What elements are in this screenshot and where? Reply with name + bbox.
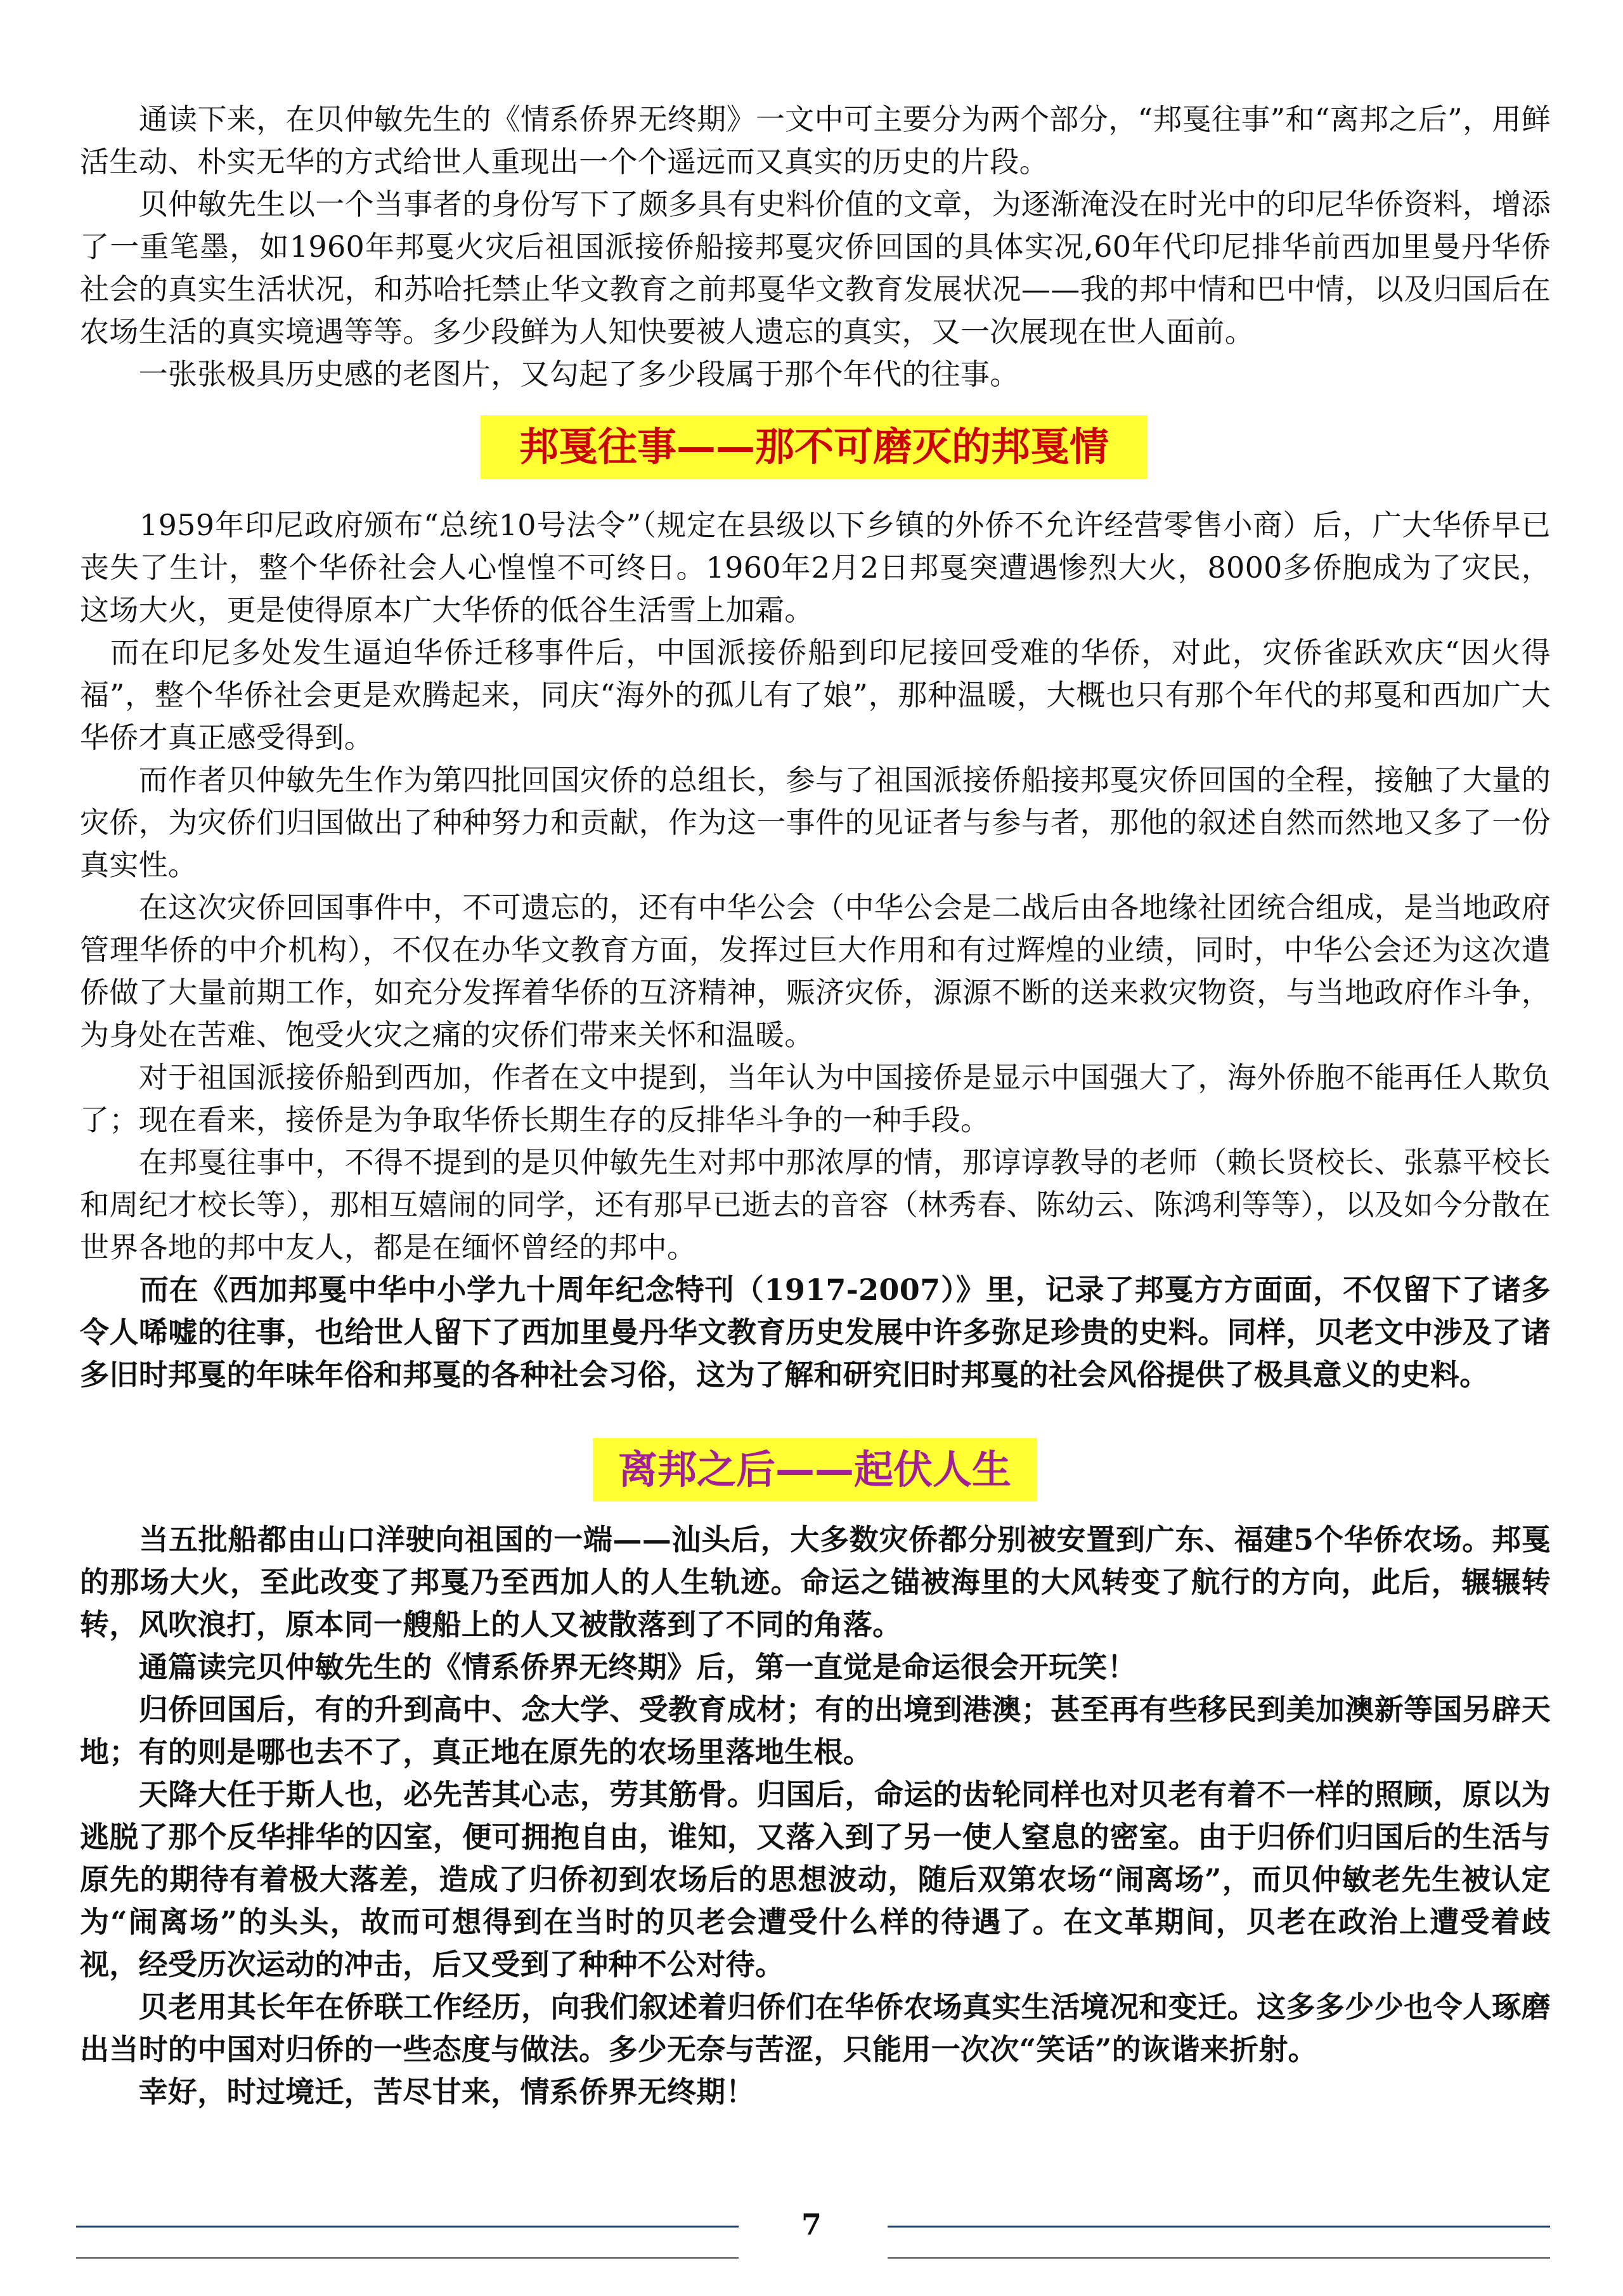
- body-paragraph: 幸好，时过境迁，苦尽甘来，情系侨界无终期！: [80, 2075, 755, 2109]
- section-bangga-past: [80, 504, 1551, 1396]
- page-number: 7: [801, 2207, 822, 2241]
- body-paragraph: 而作者贝仲敏先生作为第四批回国灾侨的总组长，参与了祖国派接侨船接邦戛灾侨回国的全程，接触了大量的灾侨，为灾侨们归国做出了种种努力和贡献，作为这一事件的见证者与参与者，那他的叙述自然而然地又多了一份真实性。: [80, 763, 1551, 882]
- body-paragraph: 而在印尼多处发生逼迫华侨迁移事件后，中国派接侨船到印尼接回受难的华侨，对此，灾侨雀跃欢庆“因火得福”，整个华侨社会更是欢腾起来，同庆“海外的孤儿有了娘”，那种温暖，大概也只有那个年代的邦戛和西加广大华侨才真正感受得到。: [80, 635, 1551, 755]
- footer-rule-right: [888, 2226, 1550, 2228]
- body-paragraph: 对于祖国派接侨船到西加，作者在文中提到，当年认为中国接侨是显示中国强大了，海外侨胞不能再任人欺负了；现在看来，接侨是为争取华侨长期生存的反排华斗争的一种手段。: [80, 1060, 1551, 1137]
- section-heading-bangga-past: 邦戛往事——那不可磨灭的邦戛情: [481, 415, 1148, 479]
- intro-section: [80, 98, 1551, 396]
- section-after-leaving: [80, 1519, 1551, 2113]
- body-paragraph: 贝老用其长年在侨联工作经历，向我们叙述着归侨们在华侨农场真实生活境况和变迁。这多多少少也令人琢磨出当时的中国对归侨的一些态度与做法。多少无奈与苦涩，只能用一次次“笑话”的诙谐来折射。: [80, 1990, 1551, 2066]
- body-paragraph: 1959年印尼政府颁布“总统10号法令”（规定在县级以下乡镇的外侨不允许经营零售小商）后，广大华侨早已丧失了生计，整个华侨社会人心惶惶不可终日。1960年2月2日邦戛突遭遇惨烈大火，8000多侨胞成为了灾民，这场大火，更是使得原本广大华侨的低谷生活雪上加霜。: [80, 508, 1551, 627]
- footer-rule-left-lower: [76, 2257, 739, 2259]
- body-paragraph: 在这次灾侨回国事件中，不可遗忘的，还有中华公会（中华公会是二战后由各地缘社团统合组成，是当地政府管理华侨的中介机构），不仅在办华文教育方面，发挥过巨大作用和有过辉煌的业绩，同时，中华公会还为这次遣侨做了大量前期工作，如充分发挥着华侨的互济精神，赈济灾侨，源源不断的送来救灾物资，与当地政府作斗争，为身处在苦难、饱受火灾之痛的灾侨们带来关怀和温暖。: [80, 890, 1551, 1052]
- intro-paragraph: 贝仲敏先生以一个当事者的身份写下了颇多具有史料价值的文章，为逐渐淹没在时光中的印尼华侨资料，增添了一重笔墨，如1960年邦戛火灾后祖国派接侨船接邦戛灾侨回国的具体实况,60年代印尼排华前西加里曼丹华侨社会的真实生活状况，和苏哈托禁止华文教育之前邦戛华文教育发展状况——我的邦中情和巴中情，以及归国后在农场生活的真实境遇等等。多少段鲜为人知快要被人遗忘的真实，又一次展现在世人面前。: [80, 187, 1551, 349]
- section-heading-after-leaving: 离邦之后——起伏人生: [593, 1438, 1037, 1501]
- footer-rule-left: [76, 2226, 739, 2228]
- intro-paragraph: 通读下来，在贝仲敏先生的《情系侨界无终期》一文中可主要分为两个部分，“邦戛往事”和“离邦之后”，用鲜活生动、朴实无华的方式给世人重现出一个个遥远而又真实的历史的片段。: [80, 102, 1551, 179]
- body-paragraph: 而在《西加邦戛中华中小学九十周年纪念特刊（1917-2007）》里，记录了邦戛方方面面，不仅留下了诸多令人唏嘘的往事，也给世人留下了西加里曼丹华文教育历史发展中许多弥足珍贵的史料。同样，贝老文中涉及了诸多旧时邦戛的年味年俗和邦戛的各种社会习俗，这为了解和研究旧时邦戛的社会风俗提供了极具意义的史料。: [80, 1273, 1551, 1392]
- intro-paragraph: 一张张极具历史感的老图片，又勾起了多少段属于那个年代的往事。: [80, 357, 1019, 391]
- body-paragraph: 天降大任于斯人也，必先苦其心志，劳其筋骨。归国后，命运的齿轮同样也对贝老有着不一样的照顾，原以为逃脱了那个反华排华的囚室，便可拥抱自由，谁知，又落入到了另一使人窒息的密室。由于归侨们归国后的生活与原先的期待有着极大落差，造成了归侨初到农场后的思想波动，随后双第农场“闹离场”，而贝仲敏老先生被认定为“闹离场”的头头，故而可想得到在当时的贝老会遭受什么样的待遇了。在文革期间，贝老在政治上遭受着歧视，经受历次运动的冲击，后又受到了种种不公对待。: [80, 1777, 1551, 1981]
- footer-rule-right-lower: [888, 2257, 1550, 2259]
- body-paragraph: 归侨回国后，有的升到高中、念大学、受教育成材；有的出境到港澳；甚至再有些移民到美加澳新等国另辟天地；有的则是哪也去不了，真正地在原先的农场里落地生根。: [80, 1692, 1551, 1769]
- body-paragraph: 在邦戛往事中，不得不提到的是贝仲敏先生对邦中那浓厚的情，那谆谆教导的老师（赖长贤校长、张慕平校长和周纪才校长等），那相互嬉闹的同学，还有那早已逝去的音容（林秀春、陈幼云、陈鸿利等等），以及如今分散在世界各地的邦中友人，都是在缅怀曾经的邦中。: [80, 1145, 1551, 1264]
- body-paragraph: 通篇读完贝仲敏先生的《情系侨界无终期》后，第一直觉是命运很会开玩笑！: [80, 1650, 1137, 1684]
- body-paragraph: 当五批船都由山口洋驶向祖国的一端——汕头后，大多数灾侨都分别被安置到广东、福建5个华侨农场。邦戛的那场大火，至此改变了邦戛乃至西加人的人生轨迹。命运之锚被海里的大风转变了航行的方向，此后，辗辗转转，风吹浪打，原本同一艘船上的人又被散落到了不同的角落。: [80, 1522, 1551, 1642]
